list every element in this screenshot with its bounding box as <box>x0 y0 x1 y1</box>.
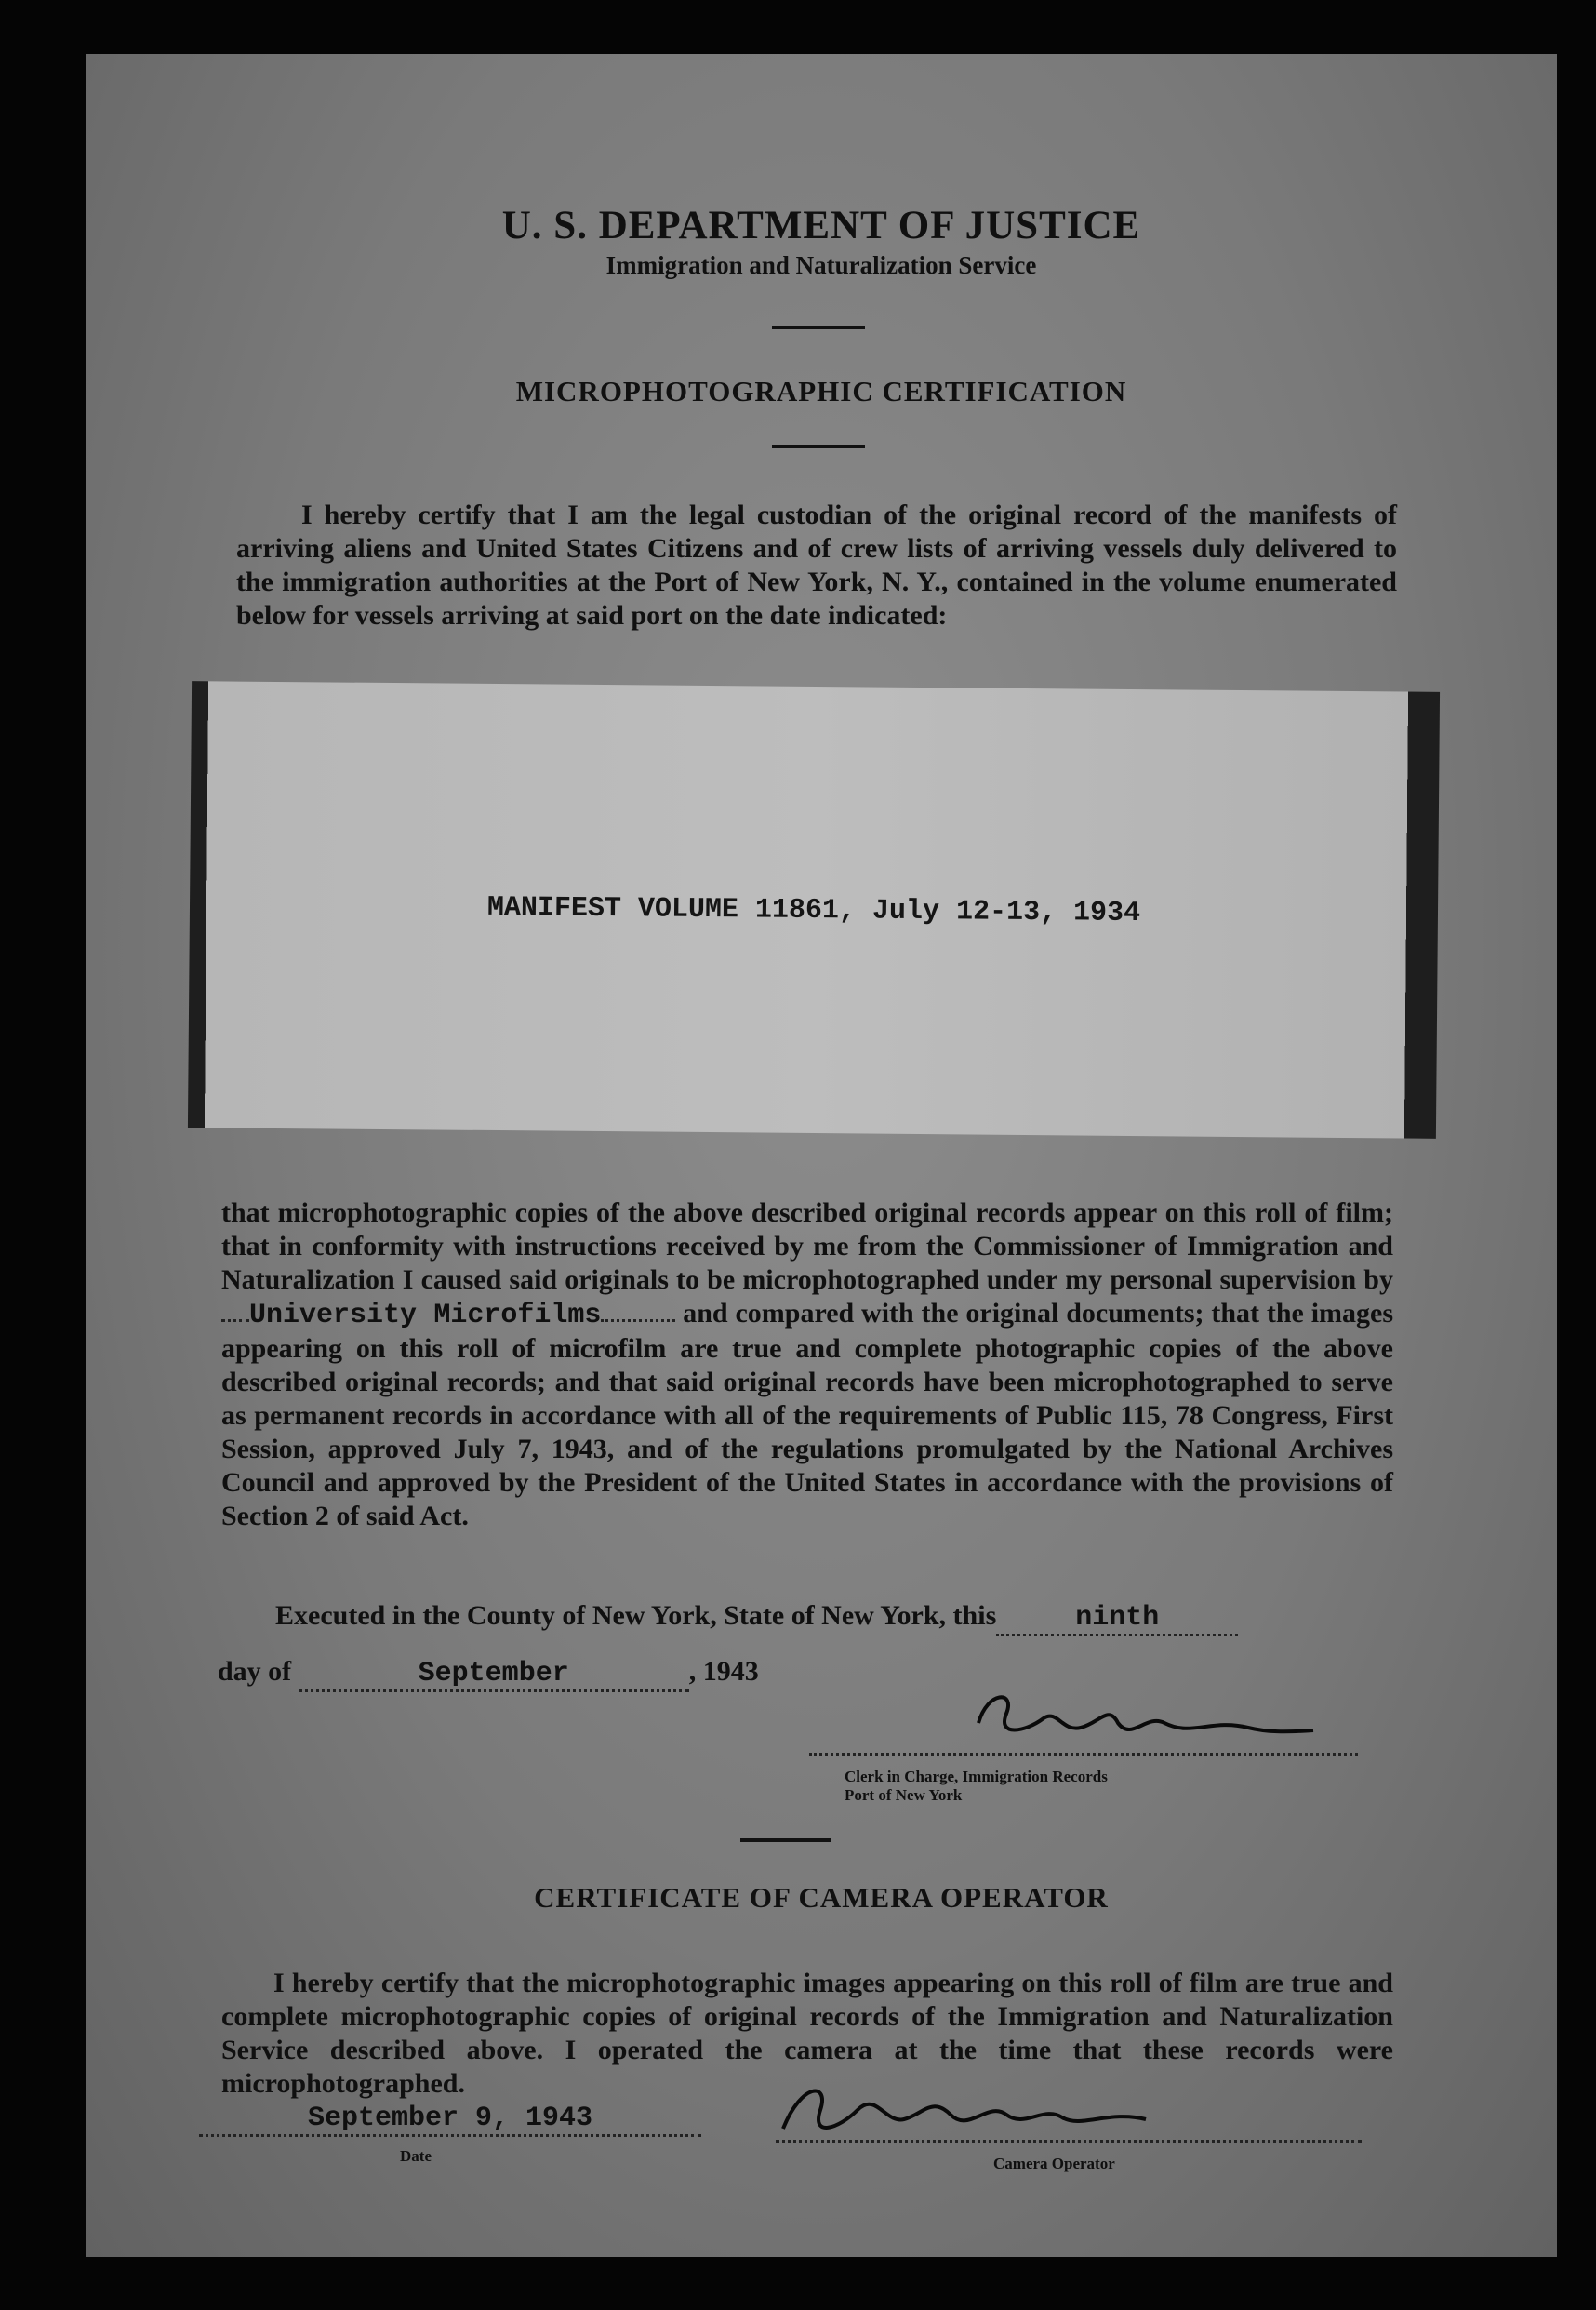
clerk-signature-line <box>809 1753 1358 1756</box>
certification-paragraph <box>221 1196 1393 1533</box>
date-line <box>218 1656 759 1692</box>
camera-date-line <box>199 2101 701 2137</box>
camera-signature-line <box>776 2140 1362 2143</box>
camera-operator-label: Camera Operator <box>993 2155 1115 2172</box>
divider <box>740 1838 831 1842</box>
supervisor-name: University Microfilms <box>249 1300 602 1331</box>
day-of-label: day of <box>218 1656 292 1687</box>
execution-day: ninth <box>1075 1602 1160 1634</box>
department-heading: U. S. DEPARTMENT OF JUSTICE <box>501 204 1141 247</box>
camera-date: September 9, 1943 <box>307 2103 593 2134</box>
clerk-caption: Clerk in Charge, Immigration Records Port of New York <box>845 1768 1108 1804</box>
certificate-page <box>86 54 1557 2257</box>
date-label: Date <box>400 2147 432 2165</box>
manifest-volume-label: MANIFEST VOLUME 11861, July 12-13, 1934 <box>486 891 1141 930</box>
execution-prefix: Executed in the County of New York, State of New York, this <box>275 1600 997 1631</box>
service-subheading: Immigration and Naturalization Service <box>605 251 1037 279</box>
divider <box>772 326 865 329</box>
divider <box>772 445 865 448</box>
execution-year: , 1943 <box>688 1656 759 1687</box>
clerk-signature <box>969 1686 1323 1751</box>
manifest-slip <box>188 681 1440 1139</box>
camera-operator-signature <box>774 2073 1164 2147</box>
execution-month: September <box>418 1658 569 1689</box>
camera-paragraph: I hereby certify that the microphotographic images appearing on this roll of film are true and complete microphotographic copies of original records of the Immigration and Naturalization Service described above. I operated the camera at the time that these records were microphotographed. <box>221 1968 1393 2099</box>
intro-paragraph: I hereby certify that I am the legal custodian of the original record of the manifests of arriving aliens and United States Citizens and of crew lists of arriving vessels duly delivered to the immigration authorities at the Port of New York, N. Y., contained in the volume enumerated below for vessels arriving at said port on the date indicated: <box>236 500 1397 631</box>
certification-text-part2: and compared with the original documents; that the images appearing on this roll of microfilm are true and complete photographic copies of the above described original records; and that said original records have been microphotographed to serve as permanent records in accordance with all of the requirements of Public 115, 78 Congress, First Session, approved July 7, 1943, and of the regulations promulgated by the National Archives Council and approved by the President of the United States in accordance with the provisions of Section 2 of said Act. <box>221 1298 1394 1531</box>
certification-text-part1: that microphotographic copies of the above described original records appear on this roll of film; that in conformity with instructions received by me from the Commissioner of Immigration and Naturalization I caused said originals to be microphotographed under my personal supervision by <box>221 1197 1393 1295</box>
certification-title: MICROPHOTOGRAPHIC CERTIFICATION <box>515 375 1127 407</box>
execution-line <box>275 1600 1238 1636</box>
camera-certificate-title: CERTIFICATE OF CAMERA OPERATOR <box>534 1881 1109 1914</box>
